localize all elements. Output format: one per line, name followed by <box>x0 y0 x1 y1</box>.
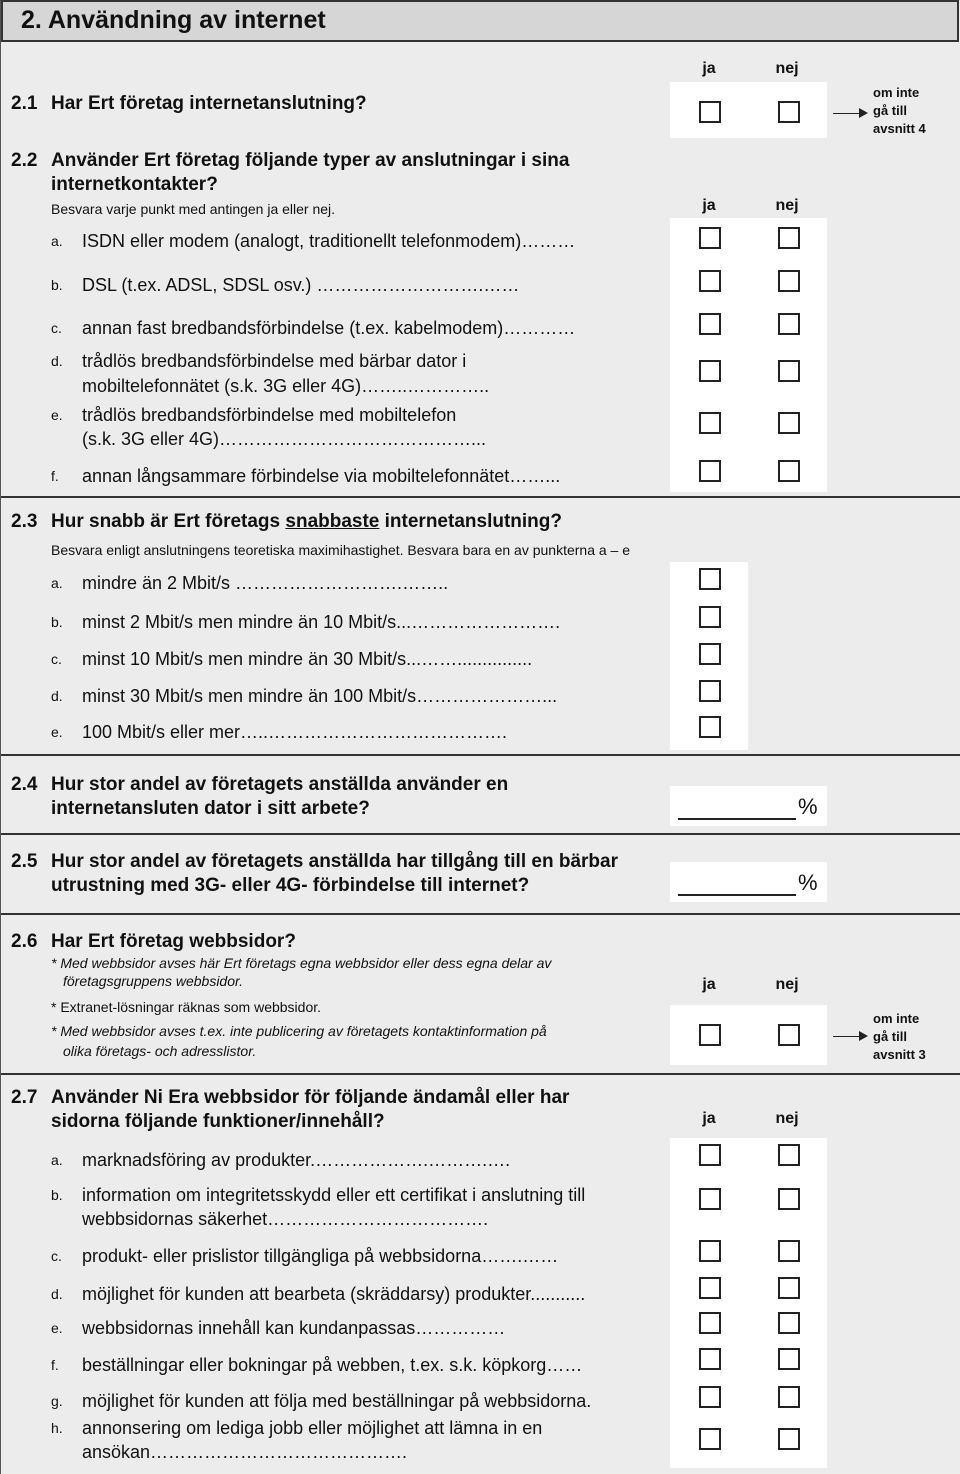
q2-3-e-checkbox[interactable] <box>699 716 721 738</box>
answer-column-bg-2-7 <box>670 1138 827 1468</box>
q2-1-skip-arrowhead-icon <box>859 108 868 118</box>
q2-7-b-text-line2: webbsidornas säkerhet………………………………. <box>82 1209 489 1229</box>
answer-column-bg-2-1 <box>670 82 827 138</box>
q2-7-g-letter: g. <box>51 1393 63 1409</box>
q2-3-a-checkbox[interactable] <box>699 568 721 590</box>
q2-1-number: 2.1 <box>11 93 38 114</box>
q2-3-d-text: minst 30 Mbit/s men mindre än 100 Mbit/s…………………... <box>82 686 558 706</box>
q2-2-e-text-line2: (s.k. 3G eller 4G)……………………………………... <box>82 429 487 449</box>
q2-2-c-ja-checkbox[interactable] <box>699 313 721 335</box>
divider <box>1 496 960 498</box>
q2-5-text-line2: utrustning med 3G- eller 4G- förbindelse till internet? <box>51 875 530 896</box>
divider <box>1 1073 960 1075</box>
q2-3-e-letter: e. <box>51 724 63 740</box>
q2-2-d-text-line1: trådlös bredbandsförbindelse med bärbar dator i <box>82 351 467 371</box>
q2-6-note3-line1: * Med webbsidor avses t.ex. inte publicering av företagets kontaktinformation på <box>51 1023 547 1039</box>
q2-3-d-letter: d. <box>51 688 63 704</box>
q2-7-g-text: möjlighet för kunden att följa med beställningar på webbsidorna. <box>82 1391 592 1411</box>
q2-3-a-text: mindre än 2 Mbit/s ……………………….…….. <box>82 573 449 593</box>
q2-7-d-nej-checkbox[interactable] <box>778 1277 800 1299</box>
q2-7-e-nej-checkbox[interactable] <box>778 1312 800 1334</box>
q2-2-a-text: ISDN eller modem (analogt, traditionellt telefonmodem)……… <box>82 231 576 251</box>
q2-7-e-ja-checkbox[interactable] <box>699 1312 721 1334</box>
q2-2-c-nej-checkbox[interactable] <box>778 313 800 335</box>
q2-7-c-ja-checkbox[interactable] <box>699 1240 721 1262</box>
q2-4-text-line1: Hur stor andel av företagets anställda använder en <box>51 774 509 795</box>
q2-7-f-ja-checkbox[interactable] <box>699 1348 721 1370</box>
q2-4-text-line2: internetansluten dator i sitt arbete? <box>51 798 370 819</box>
q2-7-c-text: produkt- eller prislistor tillgängliga på webbsidorna…….…… <box>82 1246 559 1266</box>
q2-2-f-text: annan långsammare förbindelse via mobiltelefonnätet……... <box>82 466 561 486</box>
q2-7-h-text-line2: ansökan……………………………………. <box>82 1442 408 1462</box>
header-ja-2-6: ja <box>702 976 716 993</box>
q2-2-c-letter: c. <box>51 320 62 336</box>
q2-5-percent-sign: % <box>798 870 818 895</box>
q2-7-h-letter: h. <box>51 1420 63 1436</box>
q2-7-f-nej-checkbox[interactable] <box>778 1348 800 1370</box>
q2-2-a-nej-checkbox[interactable] <box>778 227 800 249</box>
q2-1-text: Har Ert företag internetanslutning? <box>51 93 367 114</box>
q2-3-d-checkbox[interactable] <box>699 680 721 702</box>
header-nej-2-6: nej <box>775 976 799 993</box>
q2-7-h-text-line1: annonsering om lediga jobb eller möjlighet att lämna in en <box>82 1418 543 1438</box>
q2-7-a-ja-checkbox[interactable] <box>699 1144 721 1166</box>
q2-3-b-checkbox[interactable] <box>699 606 721 628</box>
q2-1-nej-checkbox[interactable] <box>778 101 800 123</box>
divider <box>1 913 960 915</box>
q2-5-text-line1: Hur stor andel av företagets anställda har tillgång till en bärbar <box>51 851 618 872</box>
q2-1-ja-checkbox[interactable] <box>699 101 721 123</box>
q2-2-c-text: annan fast bredbandsförbindelse (t.ex. kabelmodem)………… <box>82 318 576 338</box>
q2-2-d-text-line2: mobiltelefonnätet (s.k. 3G eller 4G)……..………….. <box>82 376 490 396</box>
q2-7-e-letter: e. <box>51 1320 63 1336</box>
q2-7-a-text: marknadsföring av produkter.……………….……….…. <box>82 1150 511 1170</box>
q2-5-number: 2.5 <box>11 851 38 872</box>
q2-4-percent-input[interactable] <box>678 818 796 820</box>
q2-7-b-text-line1: information om integritetsskydd eller ett certifikat i anslutning till <box>82 1185 586 1205</box>
q2-4-percent-sign: % <box>798 794 818 819</box>
q2-2-e-letter: e. <box>51 407 63 423</box>
q2-6-note1-line1: * Med webbsidor avses här Ert företags egna webbsidor eller dess egna delar av <box>51 955 552 971</box>
q2-6-skip-instruction: om inte gå till avsnitt 3 <box>873 1011 926 1062</box>
divider <box>1 833 960 835</box>
q2-6-ja-checkbox[interactable] <box>699 1024 721 1046</box>
q2-7-f-letter: f. <box>51 1357 59 1373</box>
q2-7-e-text: webbsidornas innehåll kan kundanpassas…………… <box>82 1318 506 1338</box>
q2-2-e-ja-checkbox[interactable] <box>699 412 721 434</box>
q2-7-b-ja-checkbox[interactable] <box>699 1188 721 1210</box>
q2-6-skip-arrowhead-icon <box>859 1031 868 1041</box>
answer-column-bg-2-2 <box>670 218 827 492</box>
q2-2-f-nej-checkbox[interactable] <box>778 460 800 482</box>
q2-7-g-ja-checkbox[interactable] <box>699 1386 721 1408</box>
header-nej-2-1: nej <box>775 60 799 77</box>
section-title: 2. Användning av internet <box>21 6 326 34</box>
q2-7-f-text: beställningar eller bokningar på webben, t.ex. s.k. köpkorg…… <box>82 1355 583 1375</box>
q2-3-b-text: minst 2 Mbit/s men mindre än 10 Mbit/s...……………………. <box>82 612 561 632</box>
q2-6-note1-line2: företagsgruppens webbsidor. <box>63 973 244 989</box>
q2-3-instruction: Besvara enligt anslutningens teoretiska maximihastighet. Besvara bara en av punkterna a – e <box>51 542 631 558</box>
q2-2-number: 2.2 <box>11 150 38 171</box>
header-ja-2-7: ja <box>702 1110 716 1127</box>
q2-2-b-text: DSL (t.ex. ADSL, SDSL osv.) ……………………….…… <box>82 275 520 295</box>
q2-2-a-ja-checkbox[interactable] <box>699 227 721 249</box>
header-nej-2-2: nej <box>775 197 799 214</box>
q2-6-text: Har Ert företag webbsidor? <box>51 931 296 952</box>
q2-3-c-text: minst 10 Mbit/s men mindre än 30 Mbit/s...……............... <box>82 649 533 669</box>
q2-6-number: 2.6 <box>11 931 38 952</box>
q2-7-c-letter: c. <box>51 1248 62 1264</box>
q2-7-d-text: möjlighet för kunden att bearbeta (skräddarsy) produkter........... <box>82 1284 586 1304</box>
q2-7-a-nej-checkbox[interactable] <box>778 1144 800 1166</box>
q2-2-e-nej-checkbox[interactable] <box>778 412 800 434</box>
q2-7-c-nej-checkbox[interactable] <box>778 1240 800 1262</box>
q2-7-a-letter: a. <box>51 1152 63 1168</box>
q2-2-d-ja-checkbox[interactable] <box>699 360 721 382</box>
q2-2-f-ja-checkbox[interactable] <box>699 460 721 482</box>
q2-2-b-letter: b. <box>51 277 63 293</box>
q2-3-number: 2.3 <box>11 511 38 532</box>
q2-3-a-letter: a. <box>51 575 63 591</box>
q2-7-text-line2: sidorna följande funktioner/innehåll? <box>51 1111 385 1132</box>
q2-2-text-line1: Använder Ert företag följande typer av anslutningar i sina <box>51 150 570 171</box>
q2-2-b-ja-checkbox[interactable] <box>699 270 721 292</box>
q2-2-a-letter: a. <box>51 233 63 249</box>
q2-2-d-nej-checkbox[interactable] <box>778 360 800 382</box>
q2-7-d-ja-checkbox[interactable] <box>699 1277 721 1299</box>
q2-4-number: 2.4 <box>11 774 38 795</box>
header-nej-2-7: nej <box>775 1110 799 1127</box>
q2-6-note3-line2: olika företags- och adresslistor. <box>63 1043 257 1059</box>
q2-3-c-checkbox[interactable] <box>699 643 721 665</box>
divider <box>1 754 960 756</box>
q2-1-skip-instruction: om inte gå till avsnitt 4 <box>873 85 926 136</box>
q2-2-f-letter: f. <box>51 468 59 484</box>
q2-3-c-letter: c. <box>51 651 62 667</box>
q2-7-h-ja-checkbox[interactable] <box>699 1428 721 1450</box>
q2-2-b-nej-checkbox[interactable] <box>778 270 800 292</box>
q2-2-instruction: Besvara varje punkt med antingen ja eller nej. <box>51 201 336 217</box>
q2-7-text-line1: Använder Ni Era webbsidor för följande ändamål eller har <box>51 1087 570 1108</box>
q2-2-d-letter: d. <box>51 353 63 369</box>
q2-2-e-text-line1: trådlös bredbandsförbindelse med mobiltelefon <box>82 405 457 425</box>
header-ja-2-2: ja <box>702 197 716 214</box>
q2-6-note2: * Extranet-lösningar räknas som webbsidor. <box>51 999 322 1015</box>
q2-2-text-line2: internetkontakter? <box>51 174 218 195</box>
q2-6-nej-checkbox[interactable] <box>778 1024 800 1046</box>
q2-3-text: Hur snabb är Ert företags snabbaste internetanslutning? <box>51 511 562 532</box>
q2-3-e-text: 100 Mbit/s eller mer…..…………………………………. <box>82 722 508 742</box>
q2-7-g-nej-checkbox[interactable] <box>778 1386 800 1408</box>
q2-7-d-letter: d. <box>51 1286 63 1302</box>
q2-7-b-nej-checkbox[interactable] <box>778 1188 800 1210</box>
answer-column-bg-2-6 <box>670 1005 827 1065</box>
header-ja-2-1: ja <box>702 60 716 77</box>
q2-7-number: 2.7 <box>11 1087 38 1108</box>
q2-3-b-letter: b. <box>51 614 63 630</box>
q2-7-h-nej-checkbox[interactable] <box>778 1428 800 1450</box>
q2-5-percent-input[interactable] <box>678 894 796 896</box>
q2-7-b-letter: b. <box>51 1187 63 1203</box>
